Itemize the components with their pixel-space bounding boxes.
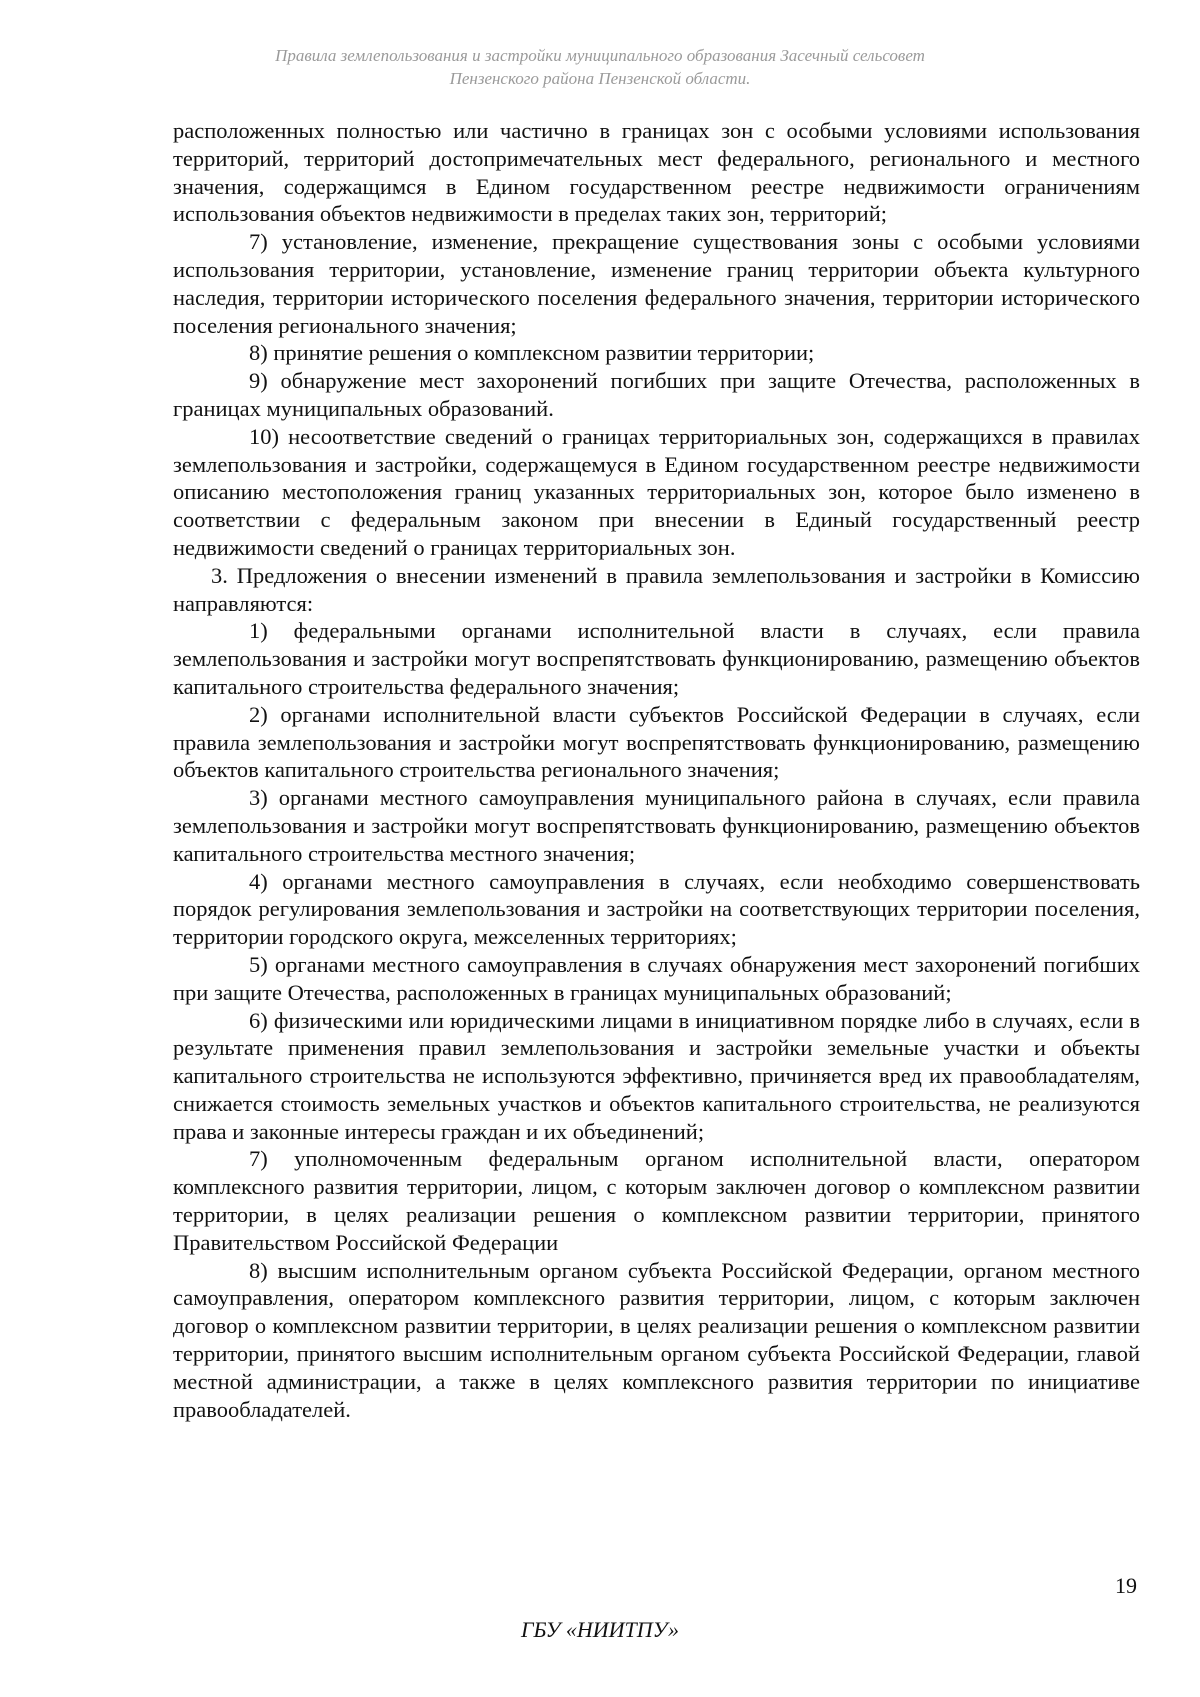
paragraph-6: 3. Предложения о внесении изменений в правила землепользования и застройки в Комиссию направляются: xyxy=(173,562,1140,616)
paragraph-4: 9) обнаружение мест захоронений погибших при защите Отечества, расположенных в границах муниципальных образований. xyxy=(173,368,1140,421)
page-number: 19 xyxy=(1115,1573,1137,1598)
running-header-line-1: Правила землепользования и застройки муниципального образования Засечный сельсовет xyxy=(275,46,925,65)
paragraph-1: расположенных полностью или частично в границах зон с особыми условиями использования территорий, территорий достопримечательных мест федерального, регионального и местного значения, содержащимся в Едином государственном реестре недвижимости ограничениям использования объектов недвижимости в пределах таких зон, территорий; xyxy=(173,118,1140,227)
paragraph-11: 5) органами местного самоуправления в случаях обнаружения мест захоронений погибших при защите Отечества, расположенных в границах муниципальных образований; xyxy=(173,951,1140,1005)
paragraph-5: 10) несоответствие сведений о границах территориальных зон, содержащихся в правилах землепользования и застройки, содержащемуся в Едином государственном реестре недвижимости описанию местоположения границ указанных территориальных зон, которое было изменено в соответствии с федеральным законом при внесении в Единый государственный реестр недвижимости сведений о границах территориальных зон. xyxy=(173,423,1140,560)
paragraph-14: 8) высшим исполнительным органом субъекта Российской Федерации, органом местного самоуправления, оператором комплексного развития территории, лицом, с которым заключен договор о комплексном развитии территории, в целях реализации решения о комплексном развитии территории, принятого высшим исполнительным органом субъекта Российской Федерации, главой местной администрации, а также в целях комплексного развития территории по инициативе правообладателей. xyxy=(173,1257,1140,1422)
document-body xyxy=(173,117,1140,1423)
paragraph-9: 3) органами местного самоуправления муниципального района в случаях, если правила землепользования и застройки могут воспрепятствовать функционированию, размещению объектов капитального строительства местного значения; xyxy=(173,785,1140,866)
paragraph-2: 7) установление, изменение, прекращение существования зоны с особыми условиями использования территории, установление, изменение границ территории объекта культурного наследия, территории исторического поселения федерального значения, территории исторического поселения регионального значения; xyxy=(173,229,1140,338)
running-header-line-2: Пензенского района Пензенской области. xyxy=(449,69,751,88)
paragraph-8: 2) органами исполнительной власти субъектов Российской Федерации в случаях, если правила землепользования и застройки могут воспрепятствовать функционированию, размещению объектов капитального строительства регионального значения; xyxy=(173,701,1140,783)
paragraph-10: 4) органами местного самоуправления в случаях, если необходимо совершенствовать порядок регулирования землепользования и застройки на соответствующих территории поселения, территории городского округа, межселенных территориях; xyxy=(173,868,1140,950)
running-header xyxy=(160,44,1040,90)
page-footer: ГБУ «НИИТПУ» xyxy=(520,1617,680,1642)
paragraph-7: 1) федеральными органами исполнительной власти в случаях, если правила землепользования и застройки могут воспрепятствовать функционированию, размещению объектов капитального строительства федерального значения; xyxy=(173,618,1140,699)
paragraph-13: 7) уполномоченным федеральным органом исполнительной власти, оператором комплексного развития территории, лицом, с которым заключен договор о комплексном развитии территории, в целях реализации решения о комплексном развитии территории, принятого Правительством Российской Федерации xyxy=(173,1146,1140,1255)
paragraph-12: 6) физическими или юридическими лицами в инициативном порядке либо в случаях, если в результате применения правил землепользования и застройки земельные участки и объекты капитального строительства не используются эффективно, причиняется вред их правообладателям, снижается стоимость земельных участков и объектов капитального строительства, не реализуются права и законные интересы граждан и их объединений; xyxy=(173,1007,1140,1144)
paragraph-3: 8) принятие решения о комплексном развитии территории; xyxy=(249,340,815,366)
